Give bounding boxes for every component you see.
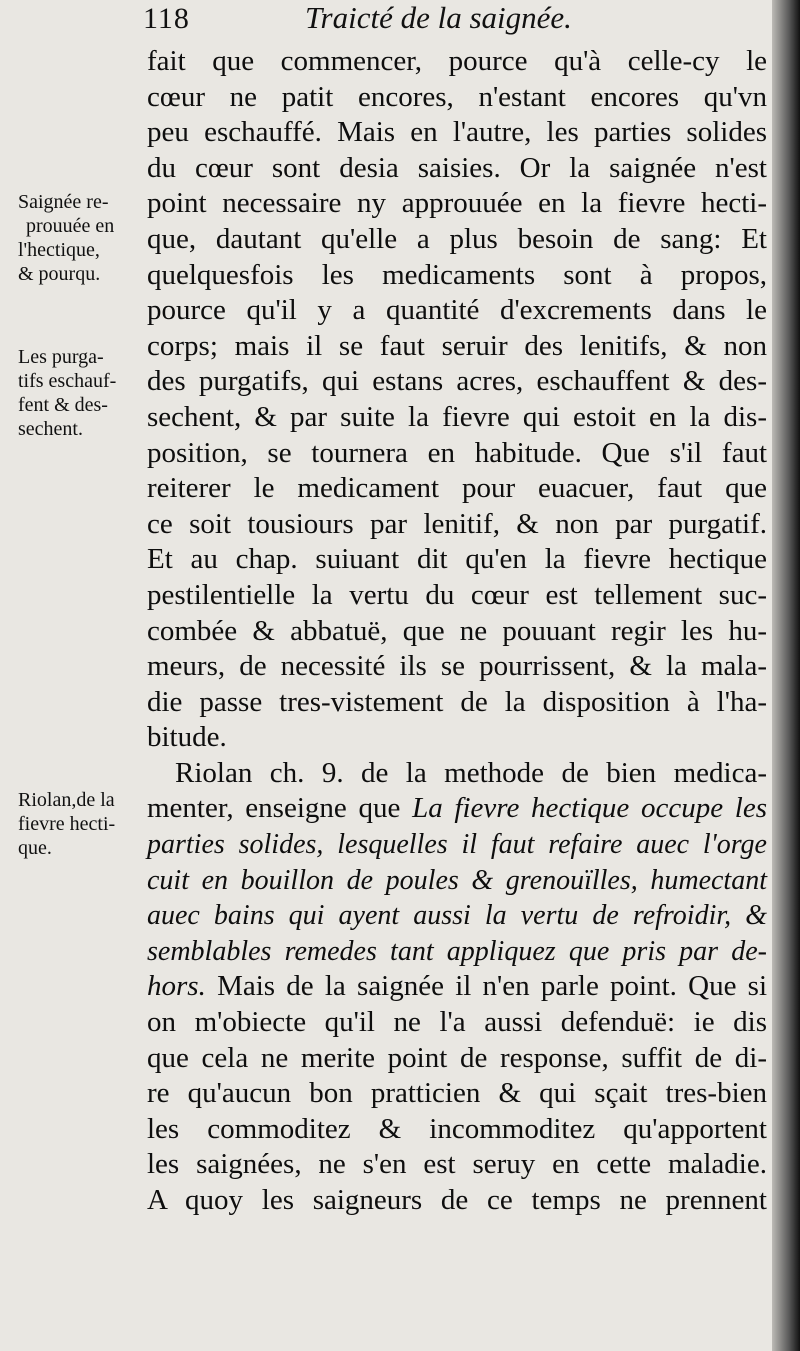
margin-note-line: & pourqu.	[18, 263, 101, 285]
italic-quote-line: parties solides, lesquelles il faut refaire auec l'orge	[147, 829, 767, 861]
text-line-mixed	[147, 969, 767, 1005]
text-line: pource qu'il y a quantité d'excrements dans le	[147, 294, 767, 327]
italic-quote-line: semblables remedes tant appliquez que pris par de-	[147, 935, 767, 967]
margin-note-line: tifs eschauf-	[18, 370, 117, 392]
text-line: Riolan ch. 9. de la methode de bien medica-	[175, 756, 767, 789]
text-line: re qu'aucun bon pratticien & qui sçait tres-bien	[147, 1077, 767, 1110]
text-line: que, dautant qu'elle a plus besoin de sang: Et	[147, 222, 767, 255]
margin-note-line: l'hectique,	[18, 239, 100, 261]
page-number: 118	[143, 2, 190, 35]
margin-note-riolan	[18, 788, 146, 860]
text-line: corps; mais il se faut seruir des lenitifs, & non	[147, 329, 767, 362]
text-line: pestilentielle la vertu du cœur est tellement suc-	[147, 578, 767, 611]
margin-note-line: Riolan,de la	[18, 789, 115, 811]
margin-note-line: que.	[18, 837, 52, 859]
page-edge-shadow	[772, 0, 800, 1351]
italic-quote-segment: hors.	[147, 970, 206, 1003]
text-line: quelquesfois les medicaments sont à propos,	[147, 258, 767, 291]
text-segment: menter, enseigne que	[147, 792, 401, 825]
margin-note-line: prouuée en	[26, 215, 115, 237]
italic-quote-segment: La fievre hectique occupe les	[412, 792, 768, 825]
text-line: meurs, de necessité ils se pourrissent, & la mala-	[147, 650, 767, 683]
margin-note-line: sechent.	[18, 418, 83, 440]
margin-note-saignee	[18, 190, 146, 286]
margin-note-line: fievre hecti-	[18, 813, 116, 835]
italic-quote-line: cuit en bouillon de poules & grenouïlles, humectant	[147, 864, 767, 896]
text-line: ce soit tousiours par lenitif, & non par purgatif.	[147, 507, 767, 540]
running-title: Traicté de la saignée.	[305, 0, 572, 35]
text-line-mixed	[147, 791, 767, 827]
text-line: peu eschauffé. Mais en l'autre, les parties solides	[147, 116, 767, 149]
text-line: position, se tournera en habitude. Que s'il faut	[147, 436, 767, 469]
text-line: les commoditez & incommoditez qu'apportent	[147, 1112, 767, 1145]
body-text	[147, 44, 767, 1219]
text-line: les saignées, ne s'en est seruy en cette maladie.	[147, 1148, 767, 1181]
running-head	[0, 0, 772, 40]
text-line: on m'obiecte qu'il ne l'a aussi defenduë: ie dis	[147, 1006, 767, 1039]
text-line: combée & abbatuë, que ne pouuant regir les hu-	[147, 614, 767, 647]
text-line: point necessaire ny approuuée en la fievre hecti-	[147, 187, 767, 220]
text-line: die passe tres-vistement de la disposition à l'ha-	[147, 685, 767, 718]
text-line: du cœur sont desia saisies. Or la saignée n'est	[147, 151, 767, 184]
text-line: sechent, & par suite la fievre qui estoit en la dis-	[147, 400, 767, 433]
margin-note-purgatifs	[18, 345, 146, 441]
text-line: que cela ne merite point de response, suffit de di-	[147, 1041, 767, 1074]
text-line: reiterer le medicament pour euacuer, faut que	[147, 472, 767, 505]
text-line: des purgatifs, qui estans acres, eschauffent & des-	[147, 365, 767, 398]
text-segment: Mais de la saignée il n'en parle point. Que si	[217, 970, 768, 1003]
text-line: A quoy les saigneurs de ce temps ne prennent	[147, 1184, 767, 1216]
margin-note-line: Les purga-	[18, 346, 104, 368]
margin-note-line: Saignée re-	[18, 191, 109, 213]
italic-quote-line: auec bains qui ayent aussi la vertu de refroidir, &	[147, 900, 767, 932]
text-line: cœur ne patit encores, n'estant encores qu'vn	[147, 80, 767, 113]
text-line: bitude.	[147, 721, 227, 754]
text-line: Et au chap. suiuant dit qu'en la fievre hectique	[147, 543, 767, 576]
margin-note-line: fent & des-	[18, 394, 108, 416]
text-line: fait que commencer, pource qu'à celle-cy le	[147, 45, 767, 77]
